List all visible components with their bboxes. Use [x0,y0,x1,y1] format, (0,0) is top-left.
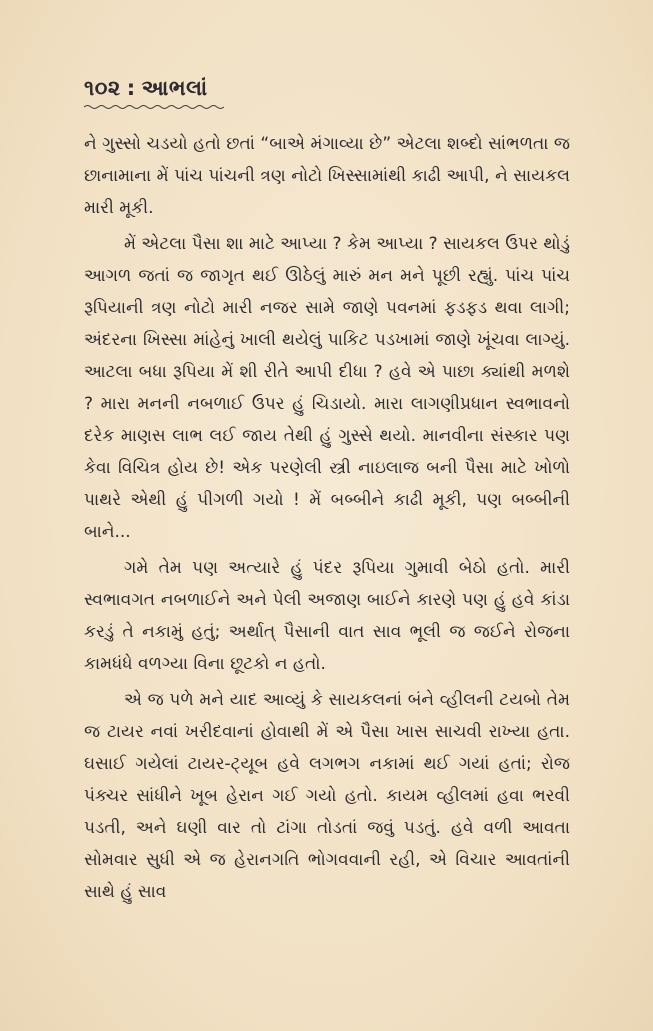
body-text [84,128,570,908]
paragraph-1: ને ગુસ્સો ચડયો હતો છતાં “બાએ મંગાવ્યા છે” એટલા શબ્દો સાંભળતા જ છાનામાના મેં પાંચ પાંચની ત્રણ નોટો ખિસ્સામાંથી કાઢી આપી, ને સાયકલ મારી મૂકી. [84,134,570,218]
header-underline-ornament [84,104,224,110]
header-separator: : [126,76,136,100]
page-number: ૧૦૨ [84,76,121,100]
paragraph-3: ગમે તેમ પણ અત્યારે હું પંદર રૂપિયા ગુમાવી બેઠો હતો. મારી સ્વભાવગત નબળાઈને અને પેલી અજાણ બાઈને કારણે પણ હું હવે કાંડા કરડું તે નકામું હતું; અર્થાત્ પૈસાની વાત સાવ ભૂલી જ જઈને રોજના કામધંધે વળગ્યા વિના છૂટકો ન હતો. [84,558,570,674]
running-header [84,76,208,101]
paragraph-4: એ જ પળે મને યાદ આવ્યું કે સાયકલનાં બંને વ્હીલની ટયબો તેમ જ ટાયર નવાં ખરીદવાનાં હોવાથી મેં એ પૈસા ખાસ સાચવી રાખ્યા હતા. ઘસાઈ ગયેલાં ટાયર-ટ્યૂબ હવે લગભગ નકામાં થઈ ગયાં હતાં; રોજ પંક્ચર સાંધીને ખૂબ હેરાન ગઈ ગયો હતો. કાયમ વ્હીલમાં હવા ભરવી પડતી, અને ઘણી વાર તો ટાંગા તોડતાં જવું પડતું. હવે વળી આવતા સોમવાર સુધી એ જ હેરાનગતિ ભોગવવાની રહી, એ વિચાર આવતાંની સાથે હું સાવ [84,690,570,902]
chapter-title: આભલાં [141,76,208,100]
paragraph-2: મેં એટલા પૈસા શા માટે આપ્યા ? કેમ આપ્યા ? સાયકલ ઉપર થોડું આગળ જતાં જ જાગૃત થઈ ઊઠેલું મારું મન મને પૂછી રહ્યું. પાંચ પાંચ રૂપિયાની ત્રણ નોટો મારી નજર સામે જાણે પવનમાં ફડફડ થવા લાગી; અંદરના ખિસ્સા માંહેનું ખાલી થયેલું પાકિટ પડખામાં જાણે ખૂંચવા લાગ્યું. આટલા બધા રૂપિયા મેં શી રીતે આપી દીધા ? હવે એ પાછા ક્યાંથી મળશે ? મારા મનની નબળાઈ ઉપર હું ચિડાયો. મારા લાગણીપ્રધાન સ્વભાવનો દરેક માણસ લાભ લઈ જાય તેથી હું ગુસ્સે થયો. માનવીના સંસ્કાર પણ કેવા વિચિત્ર હોય છે! એક પરણેલી સ્ત્રી નાઇલાજ બની પૈસા માટે ખોળો પાથરે એથી હું પીગળી ગયો ! મેં બબ્બીને કાઢી મૂકી, પણ બબ્બીની બાને... [84,234,570,542]
